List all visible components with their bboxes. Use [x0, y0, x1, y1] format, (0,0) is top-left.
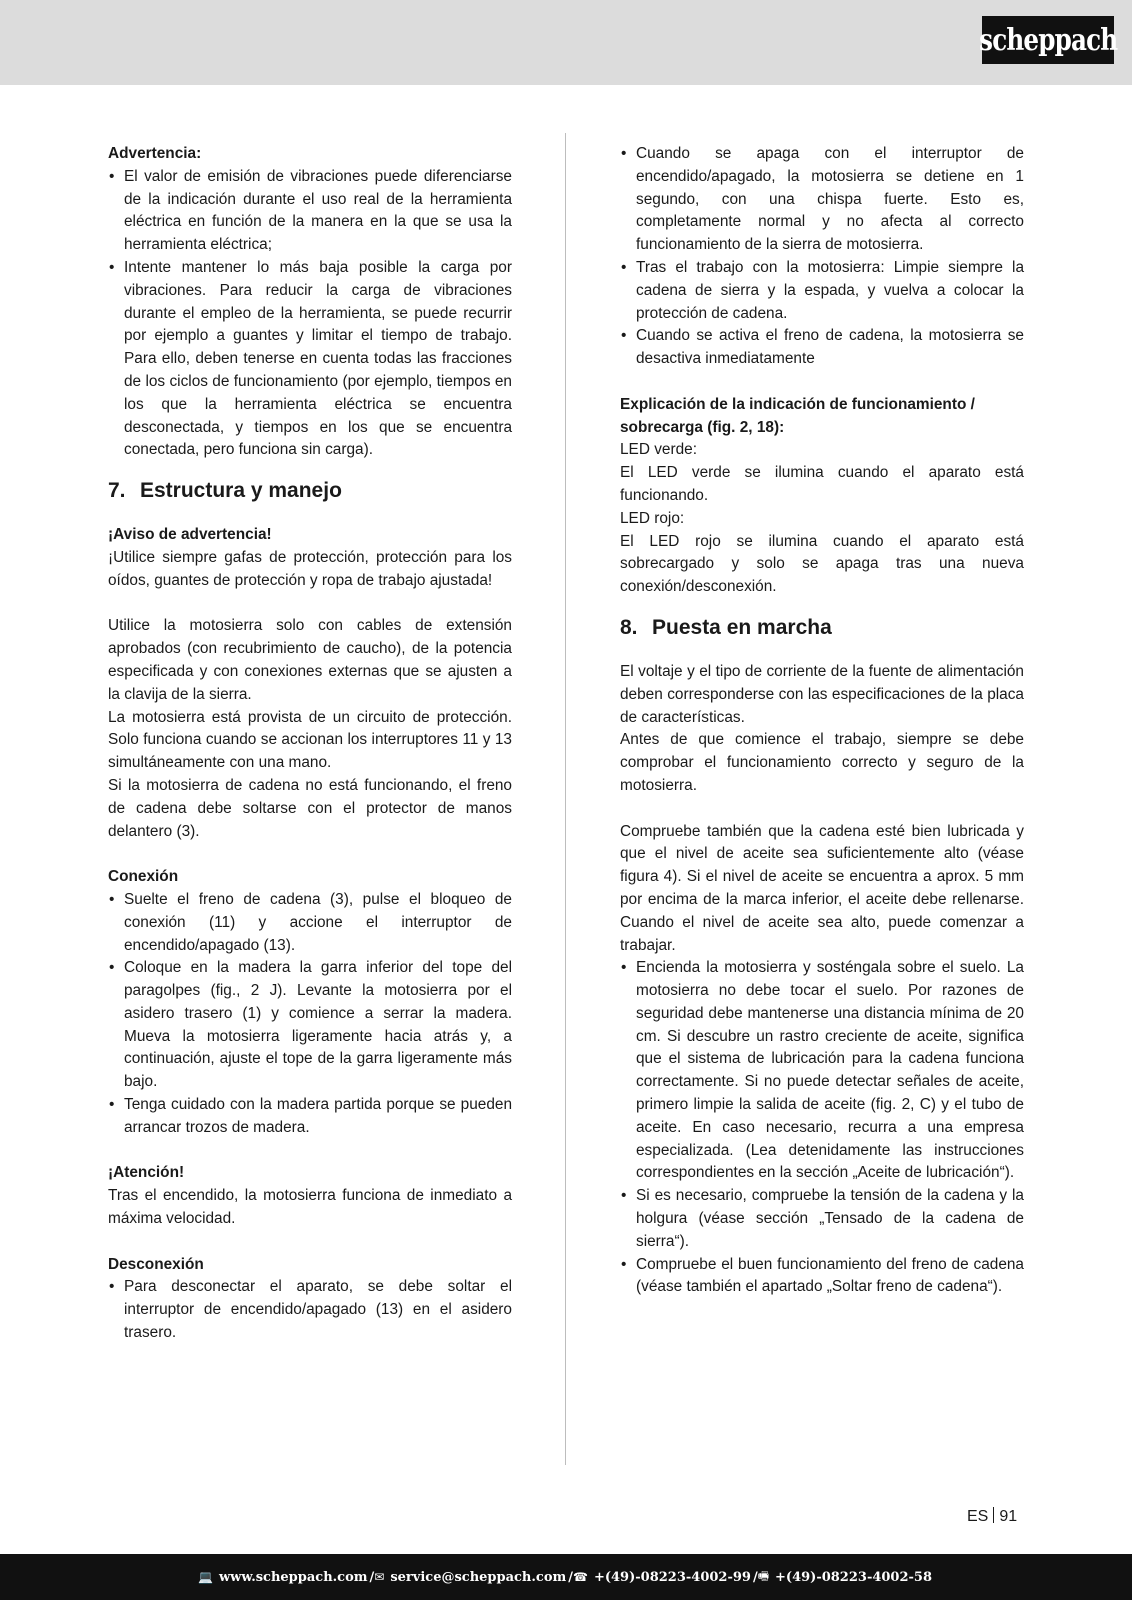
scheppach-logo: [978, 16, 1118, 64]
page-lang: ES: [967, 1508, 989, 1525]
paragraph: Antes de que comience el trabajo, siempre se debe comprobar el funcionamiento correcto y seguro de la motosierra.: [620, 731, 1024, 794]
desconexion-list: [108, 1276, 512, 1344]
list-item: • Si es necesario, compruebe la tensión de la cadena y la holgura (véase sección „Tensado de la cadena de sierra“).: [620, 1185, 1024, 1253]
left-column: [108, 143, 512, 1345]
page-header: [0, 0, 1132, 85]
paragraph: Si la motosierra de cadena no está funcionando, el freno de cadena debe soltarse con el protector de manos delantero (3).: [108, 776, 512, 840]
footer-fax: +(49)-08223-4002-58: [775, 1569, 933, 1585]
aviso-heading: ¡Aviso de advertencia!: [108, 526, 272, 544]
led-red-label: LED rojo:: [620, 509, 685, 527]
section-number: 7.: [108, 479, 126, 503]
phone-icon: ☎: [573, 1570, 588, 1584]
footer-separator: /: [568, 1569, 574, 1585]
led-red-text: El LED rojo se ilumina cuando el aparato está sobrecargado y solo se apaga tras una nueva conexión/desconexión.: [620, 532, 1024, 596]
led-heading: Explicación de la indicación de funcionamiento / sobrecarga (fig. 2, 18):: [620, 395, 975, 436]
list-item: • Tenga cuidado con la madera partida porque se pueden arrancar trozos de madera.: [108, 1094, 512, 1140]
logo-text: scheppach: [978, 22, 1118, 58]
paragraph: Utilice la motosierra solo con cables de extensión aprobados (con recubrimiento de caucho), de la potencia especificada y con conexiones externas que se ajusten a la clavija de la sierra.: [108, 617, 512, 703]
puesta-list: [620, 957, 1024, 1299]
paragraph: Compruebe también que la cadena esté bien lubricada y que el nivel de aceite sea suficientemente alto (véase figura 4). Si el nivel de aceite se encuentra a aprox. 5 mm por encima de la marca inferior, el aceite debe rellenarse. Cuando el nivel de aceite sea alto, puede comenzar a trabajar.: [620, 822, 1024, 954]
list-item: • Coloque en la madera la garra inferior del tope del paragolpes (fig., 2 J). Levante la motosierra por el asidero trasero (1) y comience a serrar la madera. Mueva la motosierra ligeramente hacia atrás y, a continuación, ajuste el tope de la garra ligeramente más bajo.: [108, 957, 512, 1094]
atencion-text: Tras el encendido, la motosierra funciona de inmediato a máxima velocidad.: [108, 1187, 512, 1228]
led-green-label: LED verde:: [620, 441, 697, 459]
email-icon: ✉: [374, 1570, 385, 1584]
top-list: [620, 143, 1024, 371]
paragraph: El voltaje y el tipo de corriente de la fuente de alimentación deben corresponderse con las especificaciones de la placa de características.: [620, 662, 1024, 726]
footer-email[interactable]: service@scheppach.com: [390, 1569, 567, 1585]
page-number-separator: [993, 1507, 994, 1523]
desconexion-heading: Desconexión: [108, 1255, 204, 1273]
section-7-heading: [108, 478, 512, 504]
section-number: 8.: [620, 615, 638, 639]
section-title: Estructura y manejo: [140, 479, 342, 503]
section-title: Puesta en marcha: [652, 615, 832, 639]
footer-website[interactable]: www.scheppach.com: [218, 1569, 368, 1585]
column-divider: [565, 133, 566, 1465]
atencion-heading: ¡Atención!: [108, 1164, 185, 1182]
list-item: • Suelte el freno de cadena (3), pulse el bloqueo de conexión (11) y accione el interruptor de encendido/apagado (13).: [108, 889, 512, 957]
fax-icon: 🖷: [757, 1568, 770, 1583]
list-item: • Compruebe el buen funcionamiento del freno de cadena (véase también el apartado „Soltar freno de cadena“).: [620, 1254, 1024, 1300]
list-item: • Para desconectar el aparato, se debe soltar el interruptor de encendido/apagado (13) en el asidero trasero.: [108, 1276, 512, 1344]
list-item: • Cuando se activa el freno de cadena, la motosierra se desactiva inmediatamente: [620, 325, 1024, 371]
page-number: [967, 1506, 1017, 1528]
aviso-text: ¡Utilice siempre gafas de protección, protección para los oídos, guantes de protección y ropa de trabajo ajustada!: [108, 548, 512, 589]
list-item: • Intente mantener lo más baja posible la carga por vibraciones. Para reducir la carga de vibraciones durante el empleo de la herramienta, se puede recurrir por ejemplo a guantes y limitar el tiempo de trabajo. Para ello, deben tenerse en cuenta todas las fracciones de los ciclos de funcionamiento (por ejemplo, tiempos en los que la herramienta eléctrica se encuentra desconectada, y tiempos en los que se encuentra conectada, pero funciona sin carga).: [108, 257, 512, 462]
conexion-heading: Conexión: [108, 868, 179, 886]
footer-phone: +(49)-08223-4002-99: [593, 1569, 751, 1585]
conexion-list: [108, 889, 512, 1140]
list-item: • El valor de emisión de vibraciones puede diferenciarse de la indicación durante el uso real de la herramienta eléctrica en función de la manera en la que se usa la herramienta eléctrica;: [108, 166, 512, 257]
right-column: [620, 143, 1024, 1299]
warning-list: [108, 166, 512, 462]
led-green-text: El LED verde se ilumina cuando el aparato está funcionando.: [620, 464, 1024, 504]
footer-separator: /: [752, 1569, 758, 1585]
list-item: • Tras el trabajo con la motosierra: Limpie siempre la cadena de sierra y la espada, y vuelva a colocar la protección de cadena.: [620, 257, 1024, 325]
list-item: • Cuando se apaga con el interruptor de encendido/apagado, la motosierra se detiene en 1 segundo, con una chispa fuerte. Esto es, completamente normal y no afecta al correcto funcionamiento de la sierra de motosierra.: [620, 143, 1024, 257]
footer-separator: /: [369, 1569, 375, 1585]
computer-icon: 💻: [197, 1570, 213, 1584]
page-number-value: 91: [999, 1508, 1018, 1525]
paragraph: La motosierra está provista de un circuito de protección. Solo funciona cuando se accionan los interruptores 11 y 13 simultáneamente con una mano.: [108, 708, 512, 772]
list-item: • Encienda la motosierra y sosténgala sobre el suelo. La motosierra no debe tocar el suelo. Por razones de seguridad debe mantenerse una distancia mínima de 20 cm. Si descubre un rastro creciente de aceite, significa que el sistema de lubricación para la cadena funciona correctamente. Si no puede detectar señales de aceite, primero limpie la salida de aceite (fig. 2, C) y el tubo de aceite. En caso necesario, recurra a una empresa especializada. (Lea detenidamente las instrucciones correspondientes en la sección „Aceite de lubricación“).: [620, 957, 1024, 1185]
warning-heading: Advertencia:: [108, 145, 202, 162]
section-8-heading: [620, 615, 1024, 641]
page-footer: [0, 1554, 1132, 1600]
